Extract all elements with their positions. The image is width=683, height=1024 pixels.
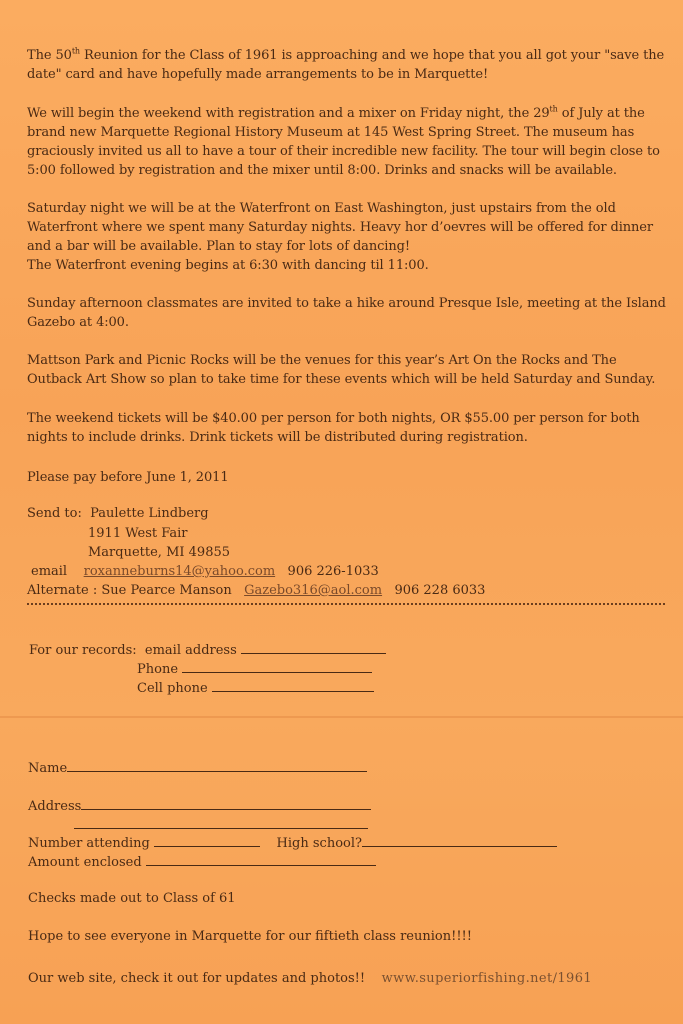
address-row: Address (28, 797, 371, 814)
address-row-2 (74, 816, 368, 833)
friday-paragraph: We will begin the weekend with registration and a mixer on Friday night, the 29th of July at the brand new Marquette Regional History Museum at 145 West Spring Street. The museum has graciously invited us all to have a tour of their incredible new facility. The tour will begin close to 5:00 followed by registration and the mixer until 8:00. Drinks and snacks will be available. (27, 104, 660, 178)
tickets-paragraph: The weekend tickets will be $40.00 per person for both nights, OR $55.00 per person for both nights to include drinks. Drink tickets will be distributed during registration. (27, 411, 640, 445)
sunday-paragraph: Sunday afternoon classmates are invited to take a hike around Presque Isle, meeting at the Island Gazebo at 4:00. (27, 296, 666, 330)
send-to-block: Send to: Paulette Lindberg (27, 506, 209, 521)
checks-note: Checks made out to Class of 61 (28, 891, 236, 906)
records-cell-field[interactable] (212, 679, 374, 692)
closing-note: Hope to see everyone in Marquette for our fiftieth class reunion!!!! (28, 929, 472, 944)
alternate-line: Alternate : Sue Pearce Manson Gazebo316@aol.com 906 228 6033 (27, 583, 486, 598)
art-paragraph: Mattson Park and Picnic Rocks will be the venues for this year’s Art On the Rocks and The Outback Art Show so plan to take time for these events which will be held Saturday and Sunday. (27, 353, 656, 387)
intro-paragraph: The 50th Reunion for the Class of 1961 is approaching and we hope that you all got your "save the date" card and have hopefully made arrangements to be in Marquette! (27, 46, 665, 82)
amount-field[interactable] (146, 853, 376, 866)
dotted-divider (27, 603, 665, 605)
alternate-email-link[interactable]: Gazebo316@aol.com (244, 583, 383, 598)
paper-fold-line (0, 716, 683, 718)
records-phone-row: Phone (137, 660, 372, 677)
name-field[interactable] (67, 759, 367, 772)
alternate-phone: 906 228 6033 (394, 583, 486, 598)
high-school-field[interactable] (362, 834, 557, 847)
phone-number: 906 226-1033 (287, 564, 379, 579)
email-link[interactable]: roxanneburns14@yahoo.com (83, 564, 276, 579)
number-attending-field[interactable] (154, 834, 260, 847)
website-link[interactable]: www.superiorfishing.net/1961 (381, 971, 593, 986)
records-email-row: For our records: email address (29, 641, 386, 658)
amount-row: Amount enclosed (28, 853, 376, 870)
number-school-row: Number attending High school? (28, 834, 557, 851)
email-line: email roxanneburns14@yahoo.com 906 226-1033 (31, 564, 379, 579)
address-field-2[interactable] (74, 816, 368, 829)
payment-deadline: Please pay before June 1, 2011 (27, 470, 229, 485)
name-row: Name (28, 759, 367, 776)
records-phone-field[interactable] (182, 660, 372, 673)
records-email-field[interactable] (241, 641, 386, 654)
saturday-paragraph: Saturday night we will be at the Waterfront on East Washington, just upstairs from the old Waterfront where we spent many Saturday nights. Heavy hor d’oevres will be offered for dinner and a bar will be available. Plan to stay for lots of dancing! The Waterfront evening begins at 6:30 with dancing til 11:00. (27, 201, 654, 273)
send-city: Marquette, MI 49855 (88, 545, 231, 560)
website-row: Our web site, check it out for updates and photos!! www.superiorfishing.net/1961 (28, 971, 593, 986)
address-field[interactable] (81, 797, 371, 810)
records-cell-row: Cell phone (137, 679, 374, 696)
send-street: 1911 West Fair (88, 526, 188, 541)
